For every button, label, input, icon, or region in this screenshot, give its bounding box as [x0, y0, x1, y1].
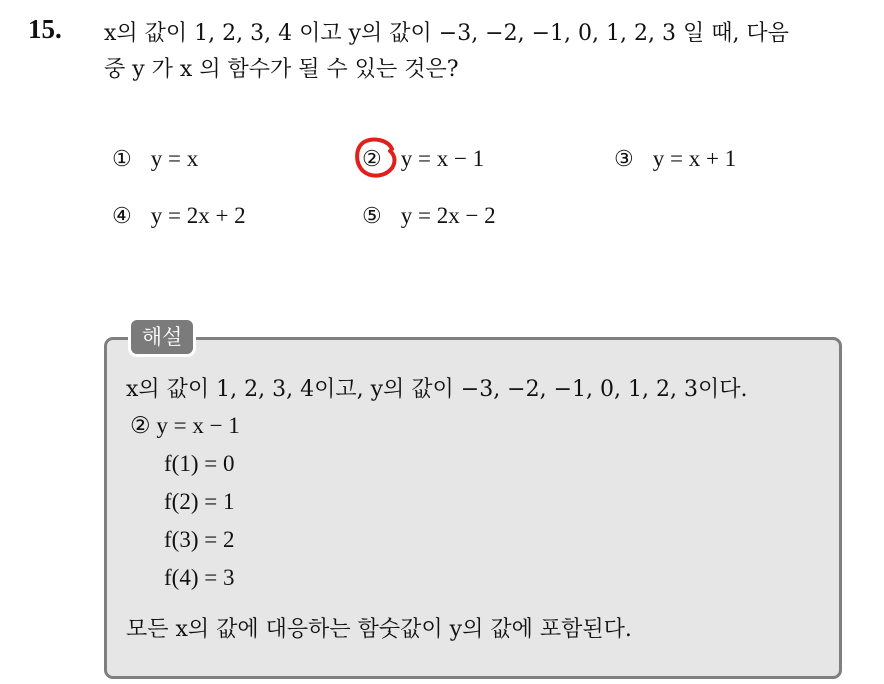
question-text-line-1: x의 값이 1, 2, 3, 4 이고 y의 값이 −3, −2, −1, 0, 1, 2, 3 일 때, 다음 [104, 21, 789, 46]
solution-line-1: x의 값이 1, 2, 3, 4이고, y의 값이 −3, −2, −1, 0, 1, 2, 3이다. [126, 377, 748, 402]
choice-5[interactable] [362, 203, 496, 229]
choice-2-number: ② [362, 147, 382, 172]
choice-4-expression: y = 2x + 2 [150, 203, 246, 228]
question-text-line-2: 중 y 가 x 의 함수가 될 수 있는 것은? [104, 57, 459, 82]
solution-line-3: f(1) = 0 [164, 451, 235, 476]
choice-1[interactable] [112, 146, 198, 172]
choice-3-number: ③ [614, 147, 634, 172]
choice-5-number: ⑤ [362, 204, 382, 229]
solution-line-6: f(4) = 3 [164, 565, 235, 590]
solution-line-5: f(3) = 2 [164, 527, 235, 552]
choice-3[interactable] [614, 146, 736, 172]
choice-3-expression: y = x + 1 [652, 146, 737, 171]
solution-line-2: ② y = x − 1 [130, 413, 240, 438]
choice-4[interactable] [112, 203, 246, 229]
solution-tab-label: 해설 [128, 317, 196, 357]
answer-mark-circle [352, 135, 398, 181]
solution-line-4: f(2) = 1 [164, 489, 235, 514]
question-number: 15. [28, 14, 62, 44]
choice-2-expression: y = x − 1 [400, 146, 485, 171]
choice-4-number: ④ [112, 204, 132, 229]
choice-5-expression: y = 2x − 2 [400, 203, 496, 228]
solution-line-7: 모든 x의 값에 대응하는 함숫값이 y의 값에 포함된다. [126, 617, 632, 642]
choice-1-expression: y = x [150, 146, 199, 171]
choice-1-number: ① [112, 147, 132, 172]
answer-mark-stroke [357, 140, 394, 176]
